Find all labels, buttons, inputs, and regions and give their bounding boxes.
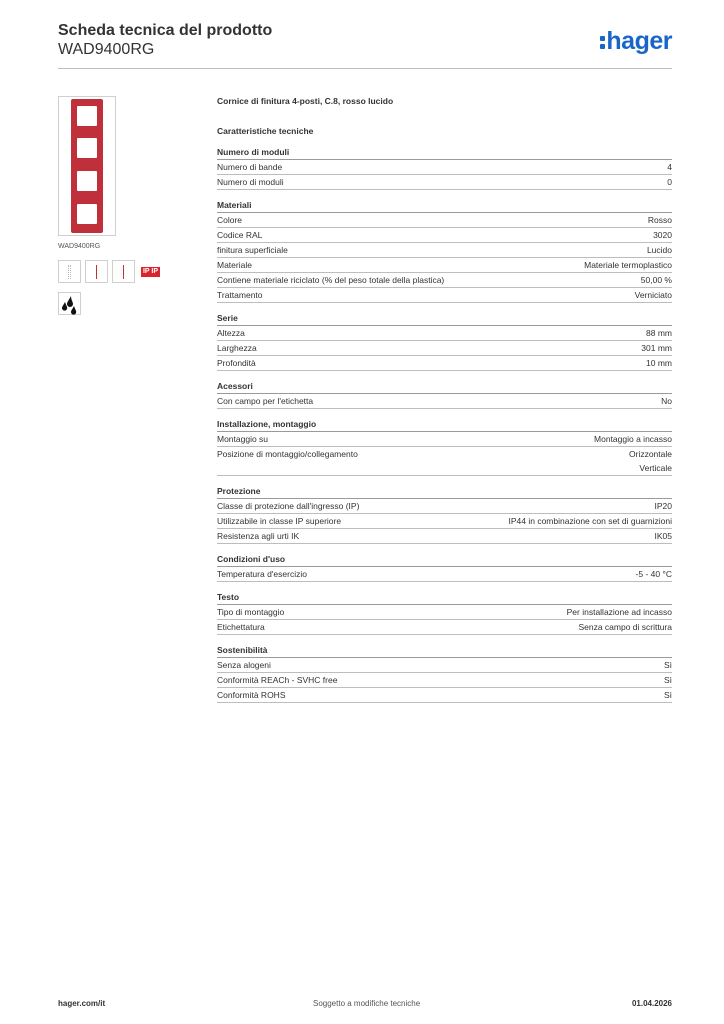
spec-row bbox=[217, 341, 672, 356]
spec-section-title: Numero di moduli bbox=[217, 146, 672, 160]
spec-label: Classe di protezione dall'ingresso (IP) bbox=[217, 501, 360, 511]
logo-text: hager bbox=[606, 27, 672, 55]
spec-section bbox=[217, 312, 672, 371]
spec-row bbox=[217, 514, 672, 529]
spec-row bbox=[217, 258, 672, 273]
spec-label: finitura superficiale bbox=[217, 245, 288, 255]
spec-value: No bbox=[661, 396, 672, 406]
spec-value: Orizzontale Verticale bbox=[629, 449, 672, 473]
spec-row bbox=[217, 688, 672, 703]
spec-label: Materiale bbox=[217, 260, 252, 270]
spec-label: Con campo per l'etichetta bbox=[217, 396, 314, 406]
spec-value: 0 bbox=[667, 177, 672, 187]
spec-value: 301 mm bbox=[641, 343, 672, 353]
spec-row bbox=[217, 228, 672, 243]
spec-section bbox=[217, 591, 672, 635]
dotted-frame-icon[interactable] bbox=[58, 260, 81, 283]
spec-row bbox=[217, 567, 672, 582]
spec-row bbox=[217, 529, 672, 544]
spec-section-title: Serie bbox=[217, 312, 672, 326]
spec-value: Verniciato bbox=[634, 290, 672, 300]
footer-website[interactable]: hager.com/it bbox=[58, 999, 106, 1008]
logo-dots-icon bbox=[600, 27, 605, 55]
spec-row bbox=[217, 394, 672, 409]
spec-label: Numero di bande bbox=[217, 162, 283, 172]
spec-section-title: Acessori bbox=[217, 380, 672, 394]
spec-value: IP20 bbox=[654, 501, 672, 511]
spec-label: Resistenza agli urti IK bbox=[217, 531, 300, 541]
spec-row bbox=[217, 175, 672, 190]
spec-value: Montaggio a incasso bbox=[594, 434, 672, 444]
thumbnail-strip bbox=[58, 260, 200, 283]
spec-label: Larghezza bbox=[217, 343, 257, 353]
spec-label: Posizione di montaggio/collegamento bbox=[217, 449, 358, 459]
spec-value: -5 - 40 °C bbox=[635, 569, 672, 579]
spec-value: Sì bbox=[663, 675, 672, 685]
spec-row bbox=[217, 243, 672, 258]
spec-row bbox=[217, 658, 672, 673]
spec-value: Per installazione ad incasso bbox=[566, 607, 672, 617]
spec-section bbox=[217, 553, 672, 582]
spec-value: Senza campo di scrittura bbox=[578, 622, 672, 632]
spec-value: Rosso bbox=[647, 215, 672, 225]
footer-date: 01.04.2026 bbox=[631, 999, 672, 1008]
spec-label: Colore bbox=[217, 215, 243, 225]
ip-badge-label: IP IP bbox=[142, 267, 159, 275]
spec-value: Materiale termoplastico bbox=[584, 260, 672, 270]
spec-row bbox=[217, 432, 672, 447]
spec-sections bbox=[217, 146, 672, 703]
spec-label: Etichettatura bbox=[217, 622, 265, 632]
spec-label: Senza alogeni bbox=[217, 660, 271, 670]
spec-value: 4 bbox=[667, 162, 672, 172]
spec-label: Tipo di montaggio bbox=[217, 607, 285, 617]
spec-label: Codice RAL bbox=[217, 230, 263, 240]
spec-section bbox=[217, 418, 672, 476]
ip-badge-icon bbox=[139, 260, 162, 283]
spec-label: Conformità ROHS bbox=[217, 690, 286, 700]
spec-row bbox=[217, 326, 672, 341]
spec-value: Sì bbox=[663, 690, 672, 700]
spec-section-title: Protezione bbox=[217, 485, 672, 499]
spec-row bbox=[217, 213, 672, 228]
product-image-frame[interactable] bbox=[58, 96, 116, 236]
product-code: WAD9400RG bbox=[58, 41, 155, 58]
spec-value: 50,00 % bbox=[640, 275, 672, 285]
water-drops-icon bbox=[58, 292, 81, 315]
spec-section bbox=[217, 199, 672, 303]
product-image-caption: WAD9400RG bbox=[58, 243, 101, 250]
spec-value: IK05 bbox=[654, 531, 672, 541]
spec-label: Montaggio su bbox=[217, 434, 269, 444]
product-media-column bbox=[58, 96, 200, 315]
spec-label: Trattamento bbox=[217, 290, 263, 300]
spec-row bbox=[217, 605, 672, 620]
page-footer bbox=[58, 996, 672, 1012]
spec-value: Sì bbox=[663, 660, 672, 670]
footer-note: Soggetto a modifiche tecniche bbox=[313, 999, 421, 1008]
red-line-frame-icon[interactable] bbox=[85, 260, 108, 283]
spec-row bbox=[217, 356, 672, 371]
spec-section-title: Sostenibilità bbox=[217, 644, 672, 658]
spec-label: Numero di moduli bbox=[217, 177, 284, 187]
spec-value: 3020 bbox=[653, 230, 672, 240]
spec-label: Altezza bbox=[217, 328, 245, 338]
spec-section-title: Installazione, montaggio bbox=[217, 418, 672, 432]
spec-row bbox=[217, 288, 672, 303]
spec-label: Utilizzabile in classe IP superiore bbox=[217, 516, 342, 526]
hager-logo bbox=[600, 27, 672, 55]
spec-section bbox=[217, 485, 672, 544]
spec-value: Lucido bbox=[646, 245, 672, 255]
spec-row bbox=[217, 447, 672, 476]
spec-section bbox=[217, 380, 672, 409]
red-line-frame-icon[interactable] bbox=[112, 260, 135, 283]
spec-row bbox=[217, 273, 672, 288]
spec-value: 10 mm bbox=[646, 358, 672, 368]
spec-label: Contiene materiale riciclato (% del peso totale della plastica) bbox=[217, 275, 445, 285]
spec-section-title: Condizioni d'uso bbox=[217, 553, 672, 567]
tech-heading: Caratteristiche tecniche bbox=[217, 126, 314, 136]
spec-section-title: Materiali bbox=[217, 199, 672, 213]
spec-row bbox=[217, 620, 672, 635]
product-image bbox=[71, 99, 103, 233]
page-header bbox=[58, 21, 672, 69]
spec-label: Profondità bbox=[217, 358, 256, 368]
spec-section bbox=[217, 146, 672, 190]
spec-row bbox=[217, 673, 672, 688]
spec-value: 88 mm bbox=[646, 328, 672, 338]
spec-label: Conformità REACh - SVHC free bbox=[217, 675, 338, 685]
specifications-column bbox=[217, 96, 672, 712]
spec-label: Temperatura d'esercizio bbox=[217, 569, 307, 579]
spec-value: IP44 in combinazione con set di guarnizioni bbox=[508, 516, 672, 526]
spec-section-title: Testo bbox=[217, 591, 672, 605]
product-name: Cornice di finitura 4-posti, C.8, rosso lucido bbox=[217, 96, 394, 106]
spec-section bbox=[217, 644, 672, 703]
document-title: Scheda tecnica del prodotto bbox=[58, 22, 273, 39]
spec-row bbox=[217, 499, 672, 514]
spec-row bbox=[217, 160, 672, 175]
